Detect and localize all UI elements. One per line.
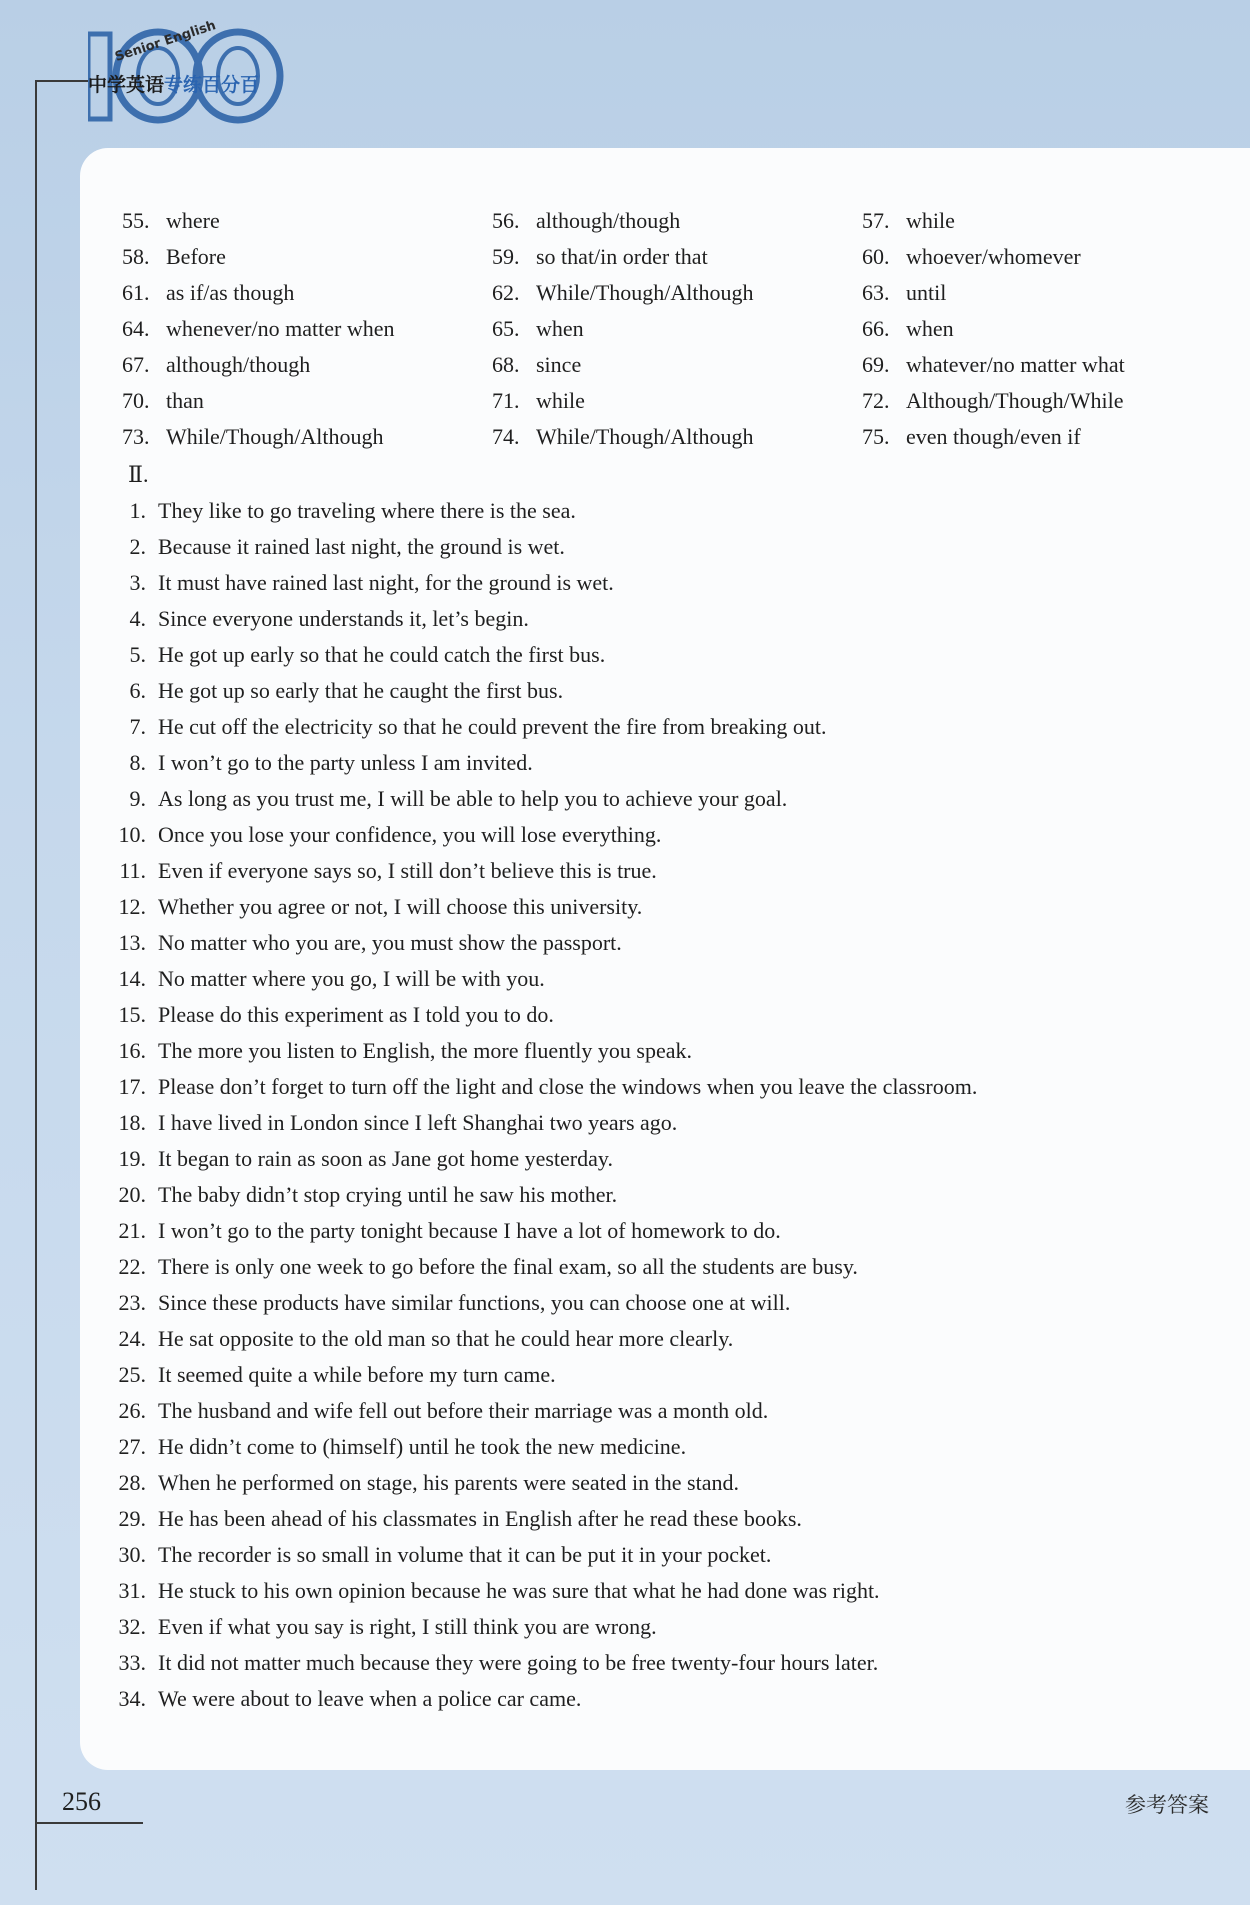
sentence-item — [112, 1036, 692, 1066]
answer-text: when — [906, 316, 954, 341]
sentence-number: 18. — [118, 1110, 146, 1135]
answer-item — [122, 314, 394, 344]
sentence-text: Once you lose your confidence, you will lose everything. — [158, 822, 662, 847]
answer-item — [122, 386, 204, 416]
sentence-item — [112, 712, 827, 742]
logo-title-main: 中学英语 — [88, 74, 165, 96]
answer-number: 72. — [862, 388, 890, 413]
answer-text: while — [906, 208, 955, 233]
answer-item — [862, 242, 1081, 272]
sentence-number: 29. — [118, 1506, 146, 1531]
section-label: 参考答案 — [1125, 1793, 1209, 1817]
sentence-item — [112, 640, 605, 670]
answer-number: 59. — [492, 244, 520, 269]
answer-text: although/though — [166, 352, 311, 377]
answer-text: since — [536, 352, 582, 377]
answer-number: 71. — [492, 388, 520, 413]
sentence-text: It began to rain as soon as Jane got home yesterday. — [158, 1146, 613, 1171]
sentence-text: Please do this experiment as I told you to do. — [158, 1002, 554, 1027]
sentence-item — [112, 1108, 677, 1138]
answer-text: While/Though/Although — [166, 424, 384, 449]
sentence-text: No matter where you go, I will be with you. — [158, 966, 545, 991]
sentence-number: 22. — [118, 1254, 146, 1279]
sentence-item — [112, 1252, 858, 1282]
sentence-text: He got up so early that he caught the first bus. — [158, 678, 564, 703]
sentence-text: As long as you trust me, I will be able to help you to achieve your goal. — [158, 786, 788, 811]
answer-item — [492, 314, 584, 344]
sentence-number: 10. — [118, 822, 146, 847]
sentence-number: 15. — [118, 1002, 146, 1027]
answer-text: than — [166, 388, 204, 413]
sentence-item — [112, 928, 622, 958]
sentence-item — [112, 496, 576, 526]
sentence-item — [112, 1540, 771, 1570]
sentence-text: The more you listen to English, the more fluently you speak. — [158, 1038, 693, 1063]
answer-text: Although/Though/While — [906, 388, 1124, 413]
sentence-item — [112, 856, 657, 886]
answer-item — [862, 350, 1125, 380]
answer-text: where — [166, 208, 220, 233]
sentence-number: 31. — [118, 1578, 146, 1603]
answer-item — [862, 386, 1124, 416]
sentence-number: 25. — [118, 1362, 146, 1387]
section-ii-label: Ⅱ. — [128, 462, 149, 487]
page-number-rule — [35, 1822, 143, 1824]
sentence-number: 4. — [129, 606, 146, 631]
answer-text: whenever/no matter when — [166, 316, 395, 341]
sentence-number: 20. — [118, 1182, 146, 1207]
answer-number: 64. — [122, 316, 150, 341]
sentence-number: 26. — [118, 1398, 146, 1423]
sentence-item — [112, 1360, 556, 1390]
sentence-item — [112, 1648, 878, 1678]
answer-number: 73. — [122, 424, 150, 449]
answer-number: 65. — [492, 316, 520, 341]
answer-number: 56. — [492, 208, 520, 233]
sentence-item — [112, 1504, 802, 1534]
answer-item — [122, 422, 384, 452]
answer-item — [492, 206, 680, 236]
answer-number: 62. — [492, 280, 520, 305]
sentence-text: Even if what you say is right, I still think you are wrong. — [158, 1614, 657, 1639]
answer-text: although/though — [536, 208, 681, 233]
answer-text: when — [536, 316, 584, 341]
sentence-number: 5. — [129, 642, 146, 667]
margin-rule-top — [35, 80, 90, 82]
sentence-number: 7. — [129, 714, 146, 739]
sentence-number: 19. — [118, 1146, 146, 1171]
answer-text: Before — [166, 244, 226, 269]
sentence-text: Because it rained last night, the ground is wet. — [158, 534, 565, 559]
answer-number: 61. — [122, 280, 150, 305]
sentence-number: 27. — [118, 1434, 146, 1459]
sentence-text: Since these products have similar functions, you can choose one at will. — [158, 1290, 791, 1315]
sentence-number: 8. — [129, 750, 146, 775]
sentence-item — [112, 532, 565, 562]
sentence-text: Whether you agree or not, I will choose this university. — [158, 894, 643, 919]
sentence-number: 12. — [118, 894, 146, 919]
sentence-text: The recorder is so small in volume that it can be put it in your pocket. — [158, 1542, 772, 1567]
answer-item — [862, 422, 1081, 452]
sentence-item — [112, 1144, 613, 1174]
sentence-text: He got up early so that he could catch the first bus. — [158, 642, 606, 667]
answer-number: 74. — [492, 424, 520, 449]
sentence-item — [112, 892, 642, 922]
sentence-item — [112, 1288, 790, 1318]
answer-item — [122, 242, 226, 272]
answer-number: 75. — [862, 424, 890, 449]
answer-number: 58. — [122, 244, 150, 269]
sentence-number: 1. — [129, 498, 146, 523]
sentence-text: I won’t go to the party unless I am invited. — [158, 750, 533, 775]
sentence-number: 21. — [118, 1218, 146, 1243]
sentence-number: 24. — [118, 1326, 146, 1351]
sentence-text: Even if everyone says so, I still don’t believe this is true. — [158, 858, 657, 883]
sentence-number: 6. — [129, 678, 146, 703]
answer-item — [862, 314, 954, 344]
sentence-text: He didn’t come to (himself) until he took the new medicine. — [158, 1434, 687, 1459]
sentence-text: He cut off the electricity so that he could prevent the fire from breaking out. — [158, 714, 827, 739]
sentence-text: I have lived in London since I left Shanghai two years ago. — [158, 1110, 678, 1135]
sentence-text: He has been ahead of his classmates in English after he read these books. — [158, 1506, 802, 1531]
sentence-item — [112, 568, 614, 598]
sentence-item — [112, 604, 529, 634]
sentence-text: It did not matter much because they were going to be free twenty-four hours later. — [158, 1650, 879, 1675]
sentence-number: 33. — [118, 1650, 146, 1675]
sentence-text: They like to go traveling where there is the sea. — [158, 498, 576, 523]
sentence-item — [112, 1180, 617, 1210]
sentence-number: 17. — [118, 1074, 146, 1099]
sentence-item — [112, 1324, 733, 1354]
sentence-text: No matter who you are, you must show the passport. — [158, 930, 622, 955]
sentence-number: 30. — [118, 1542, 146, 1567]
answer-text: While/Though/Although — [536, 424, 754, 449]
sentence-number: 32. — [118, 1614, 146, 1639]
sentence-text: He sat opposite to the old man so that he could hear more clearly. — [158, 1326, 734, 1351]
answer-number: 63. — [862, 280, 890, 305]
book-logo — [88, 20, 298, 135]
page-number: 256 — [62, 1787, 101, 1816]
sentence-item — [112, 1072, 977, 1102]
sentence-item — [112, 1432, 686, 1462]
sentence-number: 16. — [118, 1038, 146, 1063]
sentence-text: Please don’t forget to turn off the light and close the windows when you leave the classroom. — [158, 1074, 978, 1099]
logo-arc-text: Senior English — [113, 18, 218, 65]
answer-number: 57. — [862, 208, 890, 233]
sentence-item — [112, 1216, 781, 1246]
answer-item — [492, 386, 585, 416]
answer-text: whatever/no matter what — [906, 352, 1125, 377]
answer-text: while — [536, 388, 585, 413]
answer-text: whoever/whomever — [906, 244, 1081, 269]
answer-number: 69. — [862, 352, 890, 377]
sentence-item — [112, 1396, 768, 1426]
sentence-item — [112, 820, 661, 850]
answer-number: 60. — [862, 244, 890, 269]
sentence-text: When he performed on stage, his parents were seated in the stand. — [158, 1470, 739, 1495]
answer-item — [492, 242, 708, 272]
answer-text: so that/in order that — [536, 244, 708, 269]
sentence-item — [112, 1612, 657, 1642]
answer-item — [862, 278, 946, 308]
sentence-text: I won’t go to the party tonight because I have a lot of homework to do. — [158, 1218, 781, 1243]
sentence-number: 34. — [118, 1686, 146, 1711]
answer-number: 70. — [122, 388, 150, 413]
sentence-item — [112, 1468, 739, 1498]
sentence-number: 14. — [118, 966, 146, 991]
answer-text: While/Though/Although — [536, 280, 754, 305]
sentence-number: 28. — [118, 1470, 146, 1495]
margin-rule-left — [35, 80, 37, 1890]
answer-number: 67. — [122, 352, 150, 377]
sentence-text: It seemed quite a while before my turn came. — [158, 1362, 556, 1387]
logo-title-accent: 专练百分百 — [164, 74, 260, 96]
answer-item — [122, 278, 294, 308]
answer-item — [122, 350, 310, 380]
sentence-number: 9. — [129, 786, 146, 811]
answer-number: 55. — [122, 208, 150, 233]
sentence-text: The husband and wife fell out before their marriage was a month old. — [158, 1398, 769, 1423]
answer-item — [122, 206, 220, 236]
sentence-text: There is only one week to go before the final exam, so all the students are busy. — [158, 1254, 858, 1279]
answer-text: even though/even if — [906, 424, 1081, 449]
sentence-item — [112, 1576, 880, 1606]
sentence-text: We were about to leave when a police car came. — [158, 1686, 582, 1711]
answer-text: as if/as though — [166, 280, 295, 305]
answer-item — [862, 206, 955, 236]
sentence-item — [112, 964, 545, 994]
sentence-item — [112, 748, 533, 778]
sentence-number: 3. — [129, 570, 146, 595]
answer-number: 66. — [862, 316, 890, 341]
answer-item — [492, 278, 754, 308]
sentence-text: It must have rained last night, for the ground is wet. — [158, 570, 614, 595]
answer-number: 68. — [492, 352, 520, 377]
sentence-item — [112, 1684, 581, 1714]
answer-item — [492, 422, 754, 452]
logo-title — [88, 70, 259, 97]
sentence-number: 2. — [129, 534, 146, 559]
sentence-number: 23. — [118, 1290, 146, 1315]
sentence-text: The baby didn’t stop crying until he saw his mother. — [158, 1182, 618, 1207]
sentence-number: 13. — [118, 930, 146, 955]
sentence-text: Since everyone understands it, let’s begin. — [158, 606, 529, 631]
sentence-item — [112, 1000, 554, 1030]
sentence-item — [112, 784, 787, 814]
sentence-text: He stuck to his own opinion because he was sure that what he had done was right. — [158, 1578, 880, 1603]
answer-text: until — [906, 280, 947, 305]
sentence-number: 11. — [119, 858, 146, 883]
answer-item — [492, 350, 581, 380]
sentence-item — [112, 676, 563, 706]
